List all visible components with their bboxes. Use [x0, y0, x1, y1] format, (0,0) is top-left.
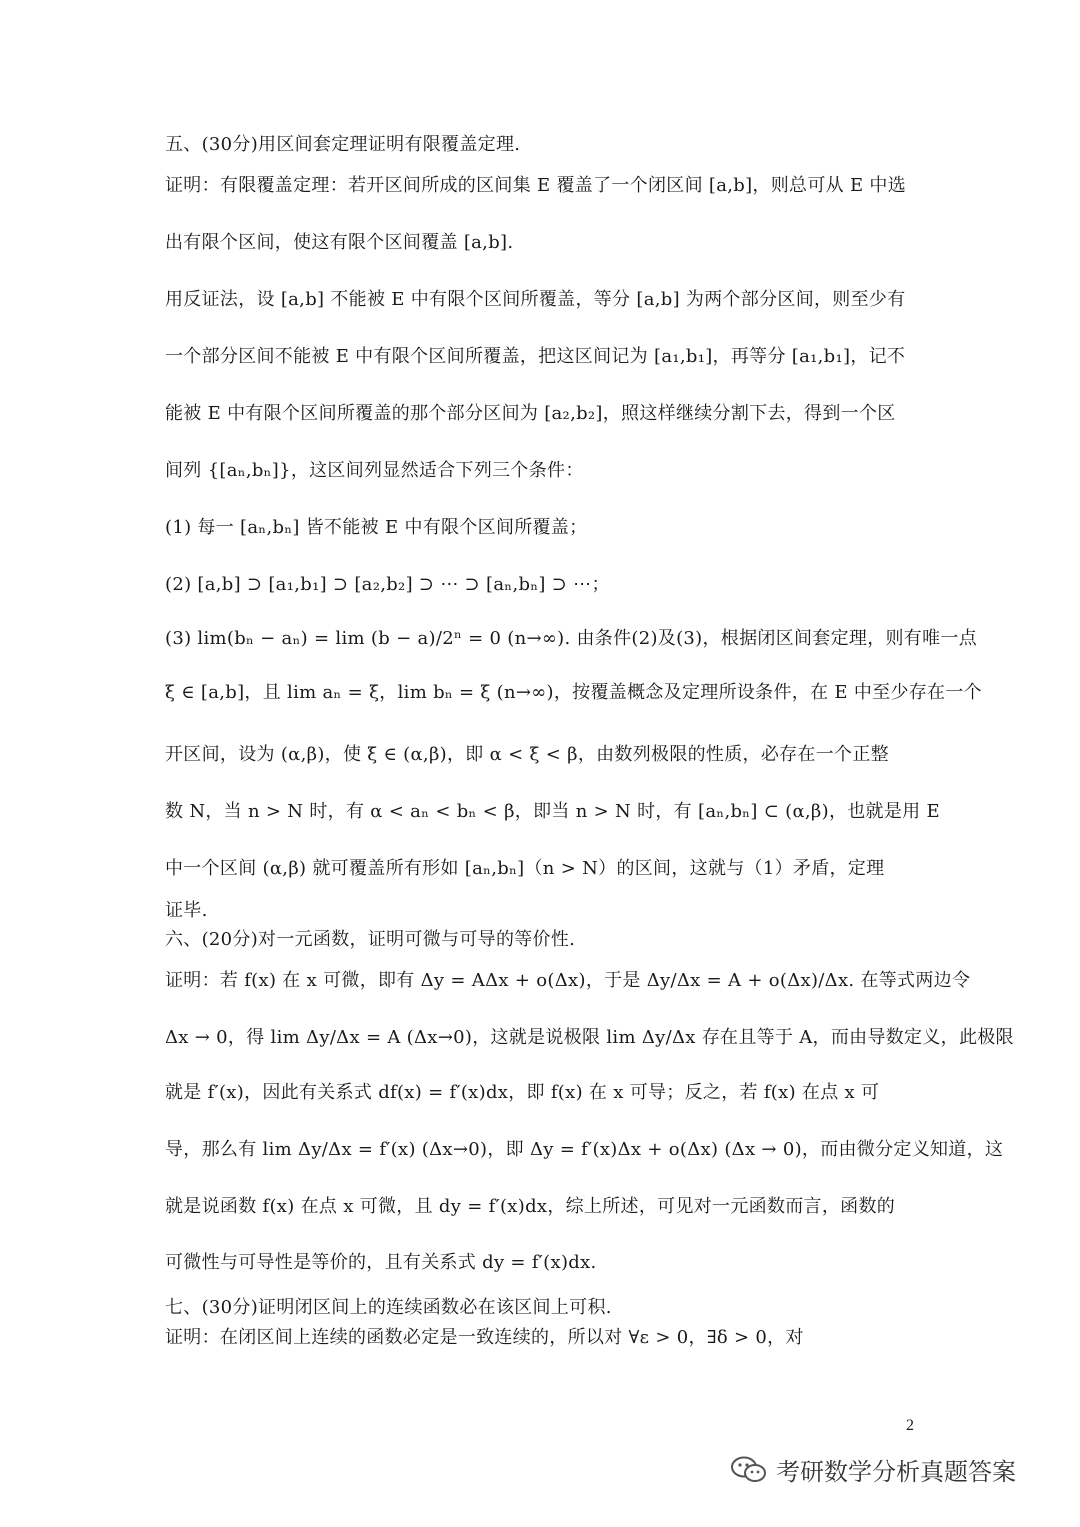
wechat-icon [730, 1455, 768, 1485]
text-line: 间列 {[aₙ,bₙ]}，这区间列显然适合下列三个条件： [165, 460, 584, 481]
text-line: 开区间，设为 (α,β)，使 ξ ∈ (α,β)，即 α < ξ < β，由数列极限的性质，必存在一个正整 [165, 744, 889, 765]
text-line: 出有限个区间，使这有限个区间覆盖 [a,b]. [165, 232, 514, 253]
watermark-text: 考研数学分析真题答案 [776, 1458, 1016, 1486]
text-line: Δx → 0，得 lim Δy/Δx = A (Δx→0)，这就是说极限 lim Δy/Δx 存在且等于 A，而由导数定义，此极限 [165, 1027, 1014, 1048]
text-line: 六、(20分)对一元函数，证明可微与可导的等价性. [165, 929, 576, 950]
page-number: 2 [906, 1417, 914, 1434]
text-line: 中一个区间 (α,β) 就可覆盖所有形如 [aₙ,bₙ]（n > N）的区间，这就与（1）矛盾，定理 [165, 858, 885, 879]
text-line: 用反证法，设 [a,b] 不能被 E 中有限个区间所覆盖，等分 [a,b] 为两个部分区间，则至少有 [165, 289, 906, 310]
text-line: 七、(30分)证明闭区间上的连续函数必在该区间上可积. [165, 1297, 612, 1318]
text-line: (2) [a,b] ⊃ [a₁,b₁] ⊃ [a₂,b₂] ⊃ ⋯ ⊃ [aₙ,bₙ] ⊃ ⋯； [165, 574, 610, 595]
text-line: 证毕. [165, 900, 208, 921]
text-line: 数 N，当 n > N 时，有 α < aₙ < bₙ < β，即当 n > N 时，有 [aₙ,bₙ] ⊂ (α,β)，也就是用 E [165, 801, 940, 822]
text-line: 导，那么有 lim Δy/Δx = f′(x) (Δx→0)，即 Δy = f′(x)Δx + o(Δx) (Δx → 0)，而由微分定义知道，这 [165, 1139, 1004, 1160]
text-line: 一个部分区间不能被 E 中有限个区间所覆盖，把这区间记为 [a₁,b₁]，再等分 [a₁,b₁]，记不 [165, 346, 906, 367]
text-line: 证明：有限覆盖定理：若开区间所成的区间集 E 覆盖了一个闭区间 [a,b]，则总可从 E 中选 [165, 175, 907, 196]
text-line: 可微性与可导性是等价的，且有关系式 dy = f′(x)dx. [165, 1252, 597, 1273]
text-line: 能被 E 中有限个区间所覆盖的那个部分区间为 [a₂,b₂]，照这样继续分割下去，得到一个区 [165, 403, 896, 424]
text-line: 证明：若 f(x) 在 x 可微，即有 Δy = AΔx + o(Δx)，于是 Δy/Δx = A + o(Δx)/Δx. 在等式两边令 [165, 970, 971, 991]
text-line: 证明：在闭区间上连续的函数必定是一致连续的，所以对 ∀ε > 0，∃δ > 0，对 [165, 1327, 804, 1348]
text-line: 就是 f′(x)，因此有关系式 df(x) = f′(x)dx，即 f(x) 在 x 可导；反之，若 f(x) 在点 x 可 [165, 1082, 880, 1103]
watermark [730, 1452, 1016, 1487]
text-line: ξ ∈ [a,b]，且 lim aₙ = ξ，lim bₙ = ξ (n→∞)，按覆盖概念及定理所设条件，在 E 中至少存在一个 [165, 682, 982, 703]
text-line: (3) lim(bₙ − aₙ) = lim (b − a)/2ⁿ = 0 (n→∞). 由条件(2)及(3)，根据闭区间套定理，则有唯一点 [165, 628, 978, 649]
text-line: (1) 每一 [aₙ,bₙ] 皆不能被 E 中有限个区间所覆盖； [165, 517, 588, 538]
text-line: 就是说函数 f(x) 在点 x 可微，且 dy = f′(x)dx，综上所述，可见对一元函数而言，函数的 [165, 1196, 896, 1217]
text-line: 五、(30分)用区间套定理证明有限覆盖定理. [165, 134, 521, 155]
